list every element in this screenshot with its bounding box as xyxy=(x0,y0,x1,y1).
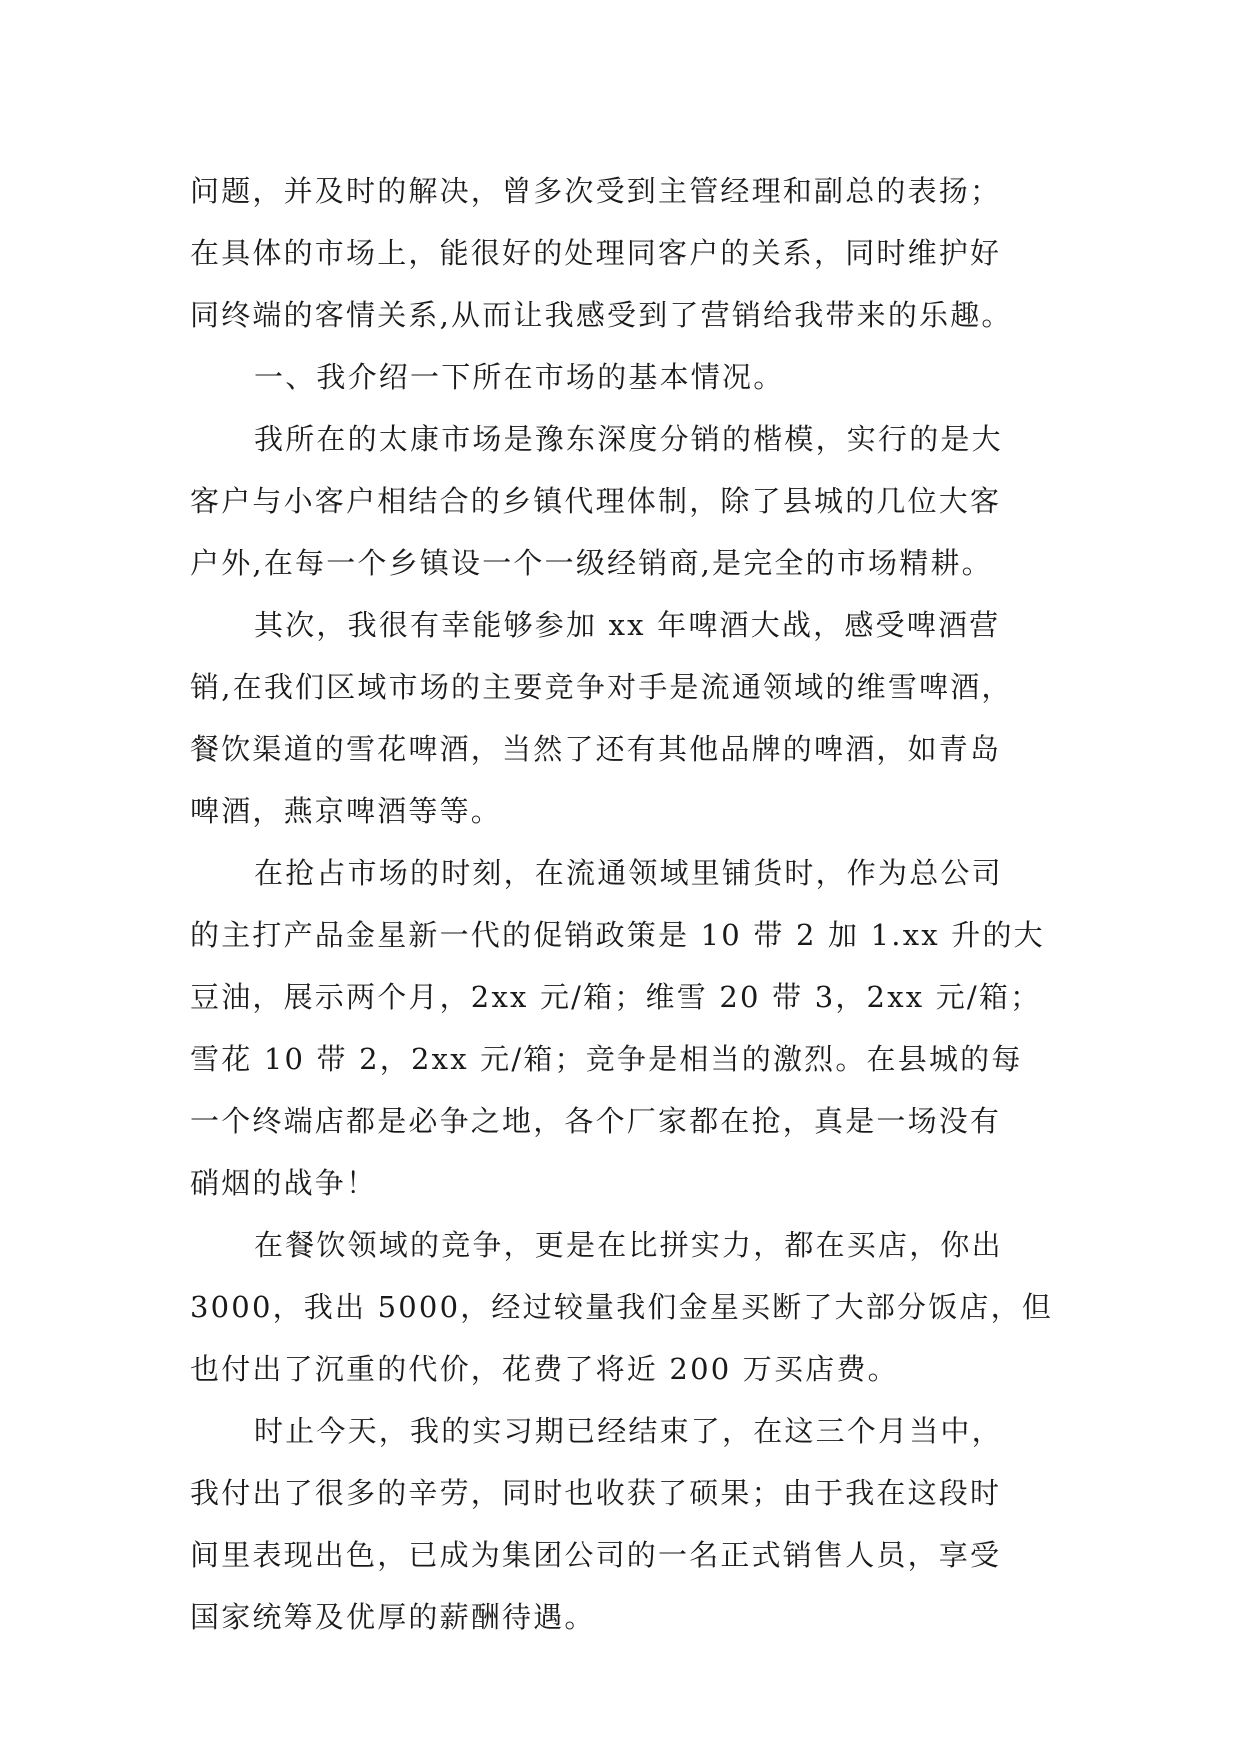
text-line: 我付出了很多的辛劳，同时也收获了硕果；由于我在这段时 xyxy=(190,1476,1002,1510)
text-line: 客户与小客户相结合的乡镇代理体制，除了县城的几位大客 xyxy=(190,484,1002,518)
text-line: 问题，并及时的解决，曾多次受到主管经理和副总的表扬； xyxy=(190,174,1002,208)
body-text xyxy=(190,160,1070,1648)
text-line: 豆油，展示两个月，2xx 元/箱；维雪 20 带 3，2xx 元/箱； xyxy=(190,980,1042,1014)
text-line: 国家统筹及优厚的薪酬待遇。 xyxy=(190,1600,596,1634)
text-line: 时止今天，我的实习期已经结束了，在这三个月当中， xyxy=(254,1414,1003,1448)
text-line: 的主打产品金星新一代的促销政策是 10 带 2 加 1.xx 升的大 xyxy=(190,918,1045,952)
text-line: 在餐饮领域的竞争，更是在比拼实力，都在买店，你出 xyxy=(254,1228,1003,1262)
text-line: 雪花 10 带 2，2xx 元/箱；竞争是相当的激烈。在县城的每 xyxy=(190,1042,1023,1076)
text-line: 3000，我出 5000，经过较量我们金星买断了大部分饭店，但 xyxy=(190,1290,1054,1324)
text-line: 销,在我们区域市场的主要竞争对手是流通领域的维雪啤酒， xyxy=(190,670,1013,704)
text-line: 同终端的客情关系,从而让我感受到了营销给我带来的乐趣。 xyxy=(190,298,1013,332)
text-line: 我所在的太康市场是豫东深度分销的楷模，实行的是大 xyxy=(254,422,1003,456)
text-line: 啤酒，燕京啤酒等等。 xyxy=(190,794,503,828)
text-line: 间里表现出色，已成为集团公司的一名正式销售人员，享受 xyxy=(190,1538,1002,1572)
text-line: 硝烟的战争！ xyxy=(190,1166,378,1200)
text-line: 其次，我很有幸能够参加 xx 年啤酒大战，感受啤酒营 xyxy=(254,608,1001,642)
section-heading: 一、我介绍一下所在市场的基本情况。 xyxy=(254,360,785,394)
text-line: 在具体的市场上，能很好的处理同客户的关系，同时维护好 xyxy=(190,236,1002,270)
text-line: 户外,在每一个乡镇设一个一级经销商,是完全的市场精耕。 xyxy=(190,546,993,580)
text-line: 也付出了沉重的代价，花费了将近 200 万买店费。 xyxy=(190,1352,899,1386)
text-line: 在抢占市场的时刻，在流通领域里铺货时，作为总公司 xyxy=(254,856,1003,890)
text-line: 一个终端店都是必争之地，各个厂家都在抢，真是一场没有 xyxy=(190,1104,1002,1138)
text-line: 餐饮渠道的雪花啤酒，当然了还有其他品牌的啤酒，如青岛 xyxy=(190,732,1002,766)
